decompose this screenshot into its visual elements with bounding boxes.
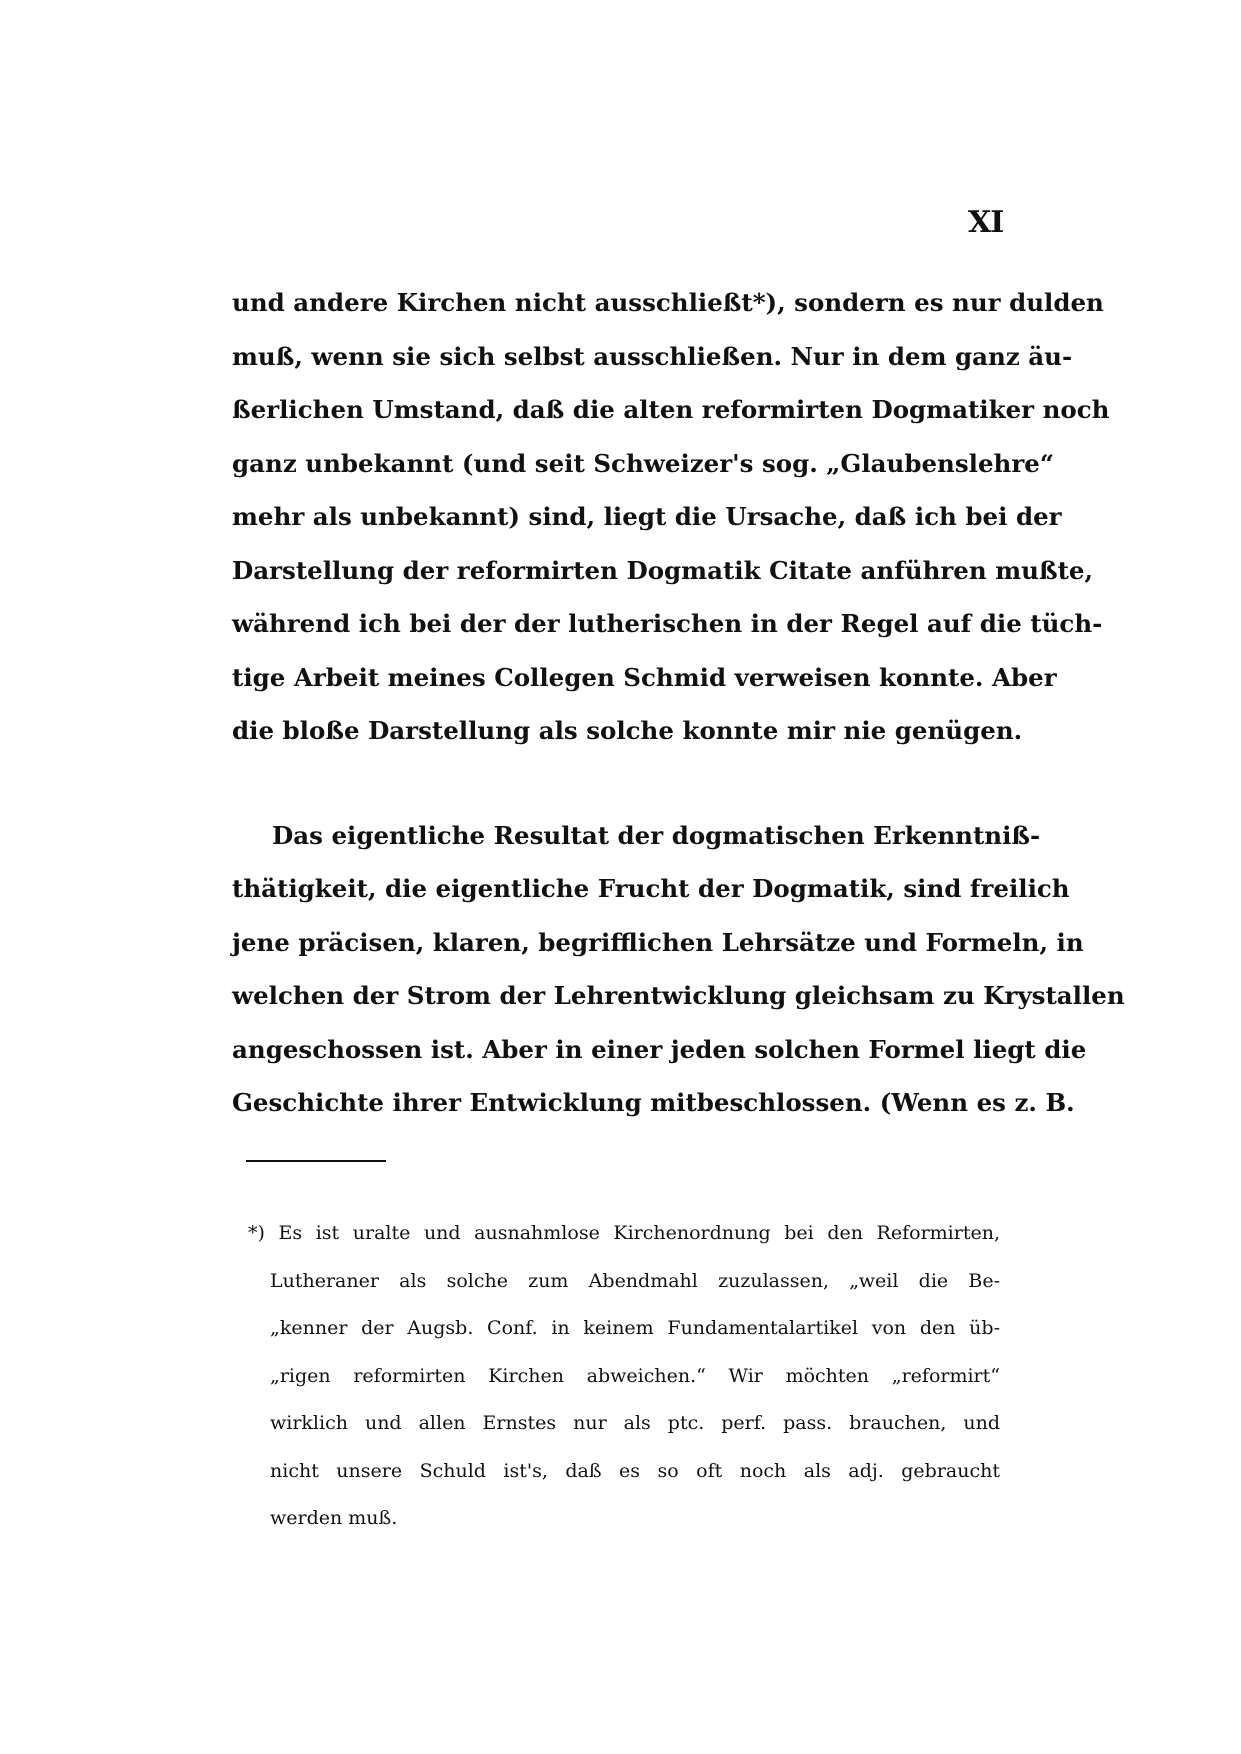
text-line: angeschossen ist. Aber in einer jeden solchen Formel liegt die bbox=[232, 1034, 1087, 1064]
text-line: Darstellung der reformirten Dogmatik Citate anführen mußte, bbox=[232, 555, 1094, 585]
footnote-line: „rigen reformirten Kirchen abweichen.“ Wir möchten „reformirt“ bbox=[270, 1364, 1000, 1387]
text-line: jene präcisen, klaren, begrifflichen Lehrsätze und Formeln, in bbox=[232, 927, 1084, 957]
footnote bbox=[248, 1210, 1000, 1543]
footnote-divider bbox=[246, 1160, 386, 1162]
text-line: die bloße Darstellung als solche konnte mir nie genügen. bbox=[232, 716, 1023, 745]
text-line: während ich bei der der lutherischen in der Regel auf die tüch- bbox=[232, 609, 1103, 638]
footnote-line: Lutheraner als solche zum Abendmahl zuzulassen, „weil die Be- bbox=[270, 1269, 1000, 1292]
text-line: muß, wenn sie sich selbst ausschließen. Nur in dem ganz äu- bbox=[232, 341, 1073, 371]
footnote-line: „kenner der Augsb. Conf. in keinem Fundamentalartikel von den üb- bbox=[270, 1317, 1000, 1339]
text-line: und andere Kirchen nicht ausschließt*), sondern es nur dulden bbox=[232, 288, 1104, 317]
footnote-line: wirklich und allen Ernstes nur als ptc. perf. pass. brauchen, und bbox=[270, 1412, 1000, 1434]
text-line: Geschichte ihrer Entwicklung mitbeschlossen. (Wenn es z. B. bbox=[232, 1088, 1075, 1117]
page-number: XI bbox=[968, 205, 1004, 240]
text-line: thätigkeit, die eigentliche Frucht der Dogmatik, sind freilich bbox=[232, 874, 1070, 903]
main-text bbox=[232, 276, 1125, 1130]
paragraph-gap bbox=[232, 758, 1002, 809]
paragraph-2 bbox=[232, 809, 1125, 1130]
text-line: mehr als unbekannt) sind, liegt die Ursache, daß ich bei der bbox=[232, 502, 1062, 531]
footnote-line: nicht unsere Schuld ist's, daß es so oft noch als adj. gebraucht bbox=[270, 1459, 1000, 1482]
text-line: ßerlichen Umstand, daß die alten reformirten Dogmatiker noch bbox=[232, 395, 1110, 424]
text-line: Das eigentliche Resultat der dogmatischen Erkenntniß- bbox=[272, 820, 1041, 850]
text-line: ganz unbekannt (und seit Schweizer's sog. „Glaubenslehre“ bbox=[232, 448, 1054, 478]
text-line: welchen der Strom der Lehrentwicklung gleichsam zu Krystallen bbox=[232, 981, 1125, 1010]
text-line: tige Arbeit meines Collegen Schmid verweisen konnte. Aber bbox=[232, 662, 1057, 692]
footnote-line: werden muß. bbox=[270, 1507, 398, 1529]
footnote-line: *) Es ist uralte und ausnahmlose Kirchenordnung bei den Reformirten, bbox=[248, 1222, 1000, 1244]
paragraph-1 bbox=[232, 276, 1110, 758]
